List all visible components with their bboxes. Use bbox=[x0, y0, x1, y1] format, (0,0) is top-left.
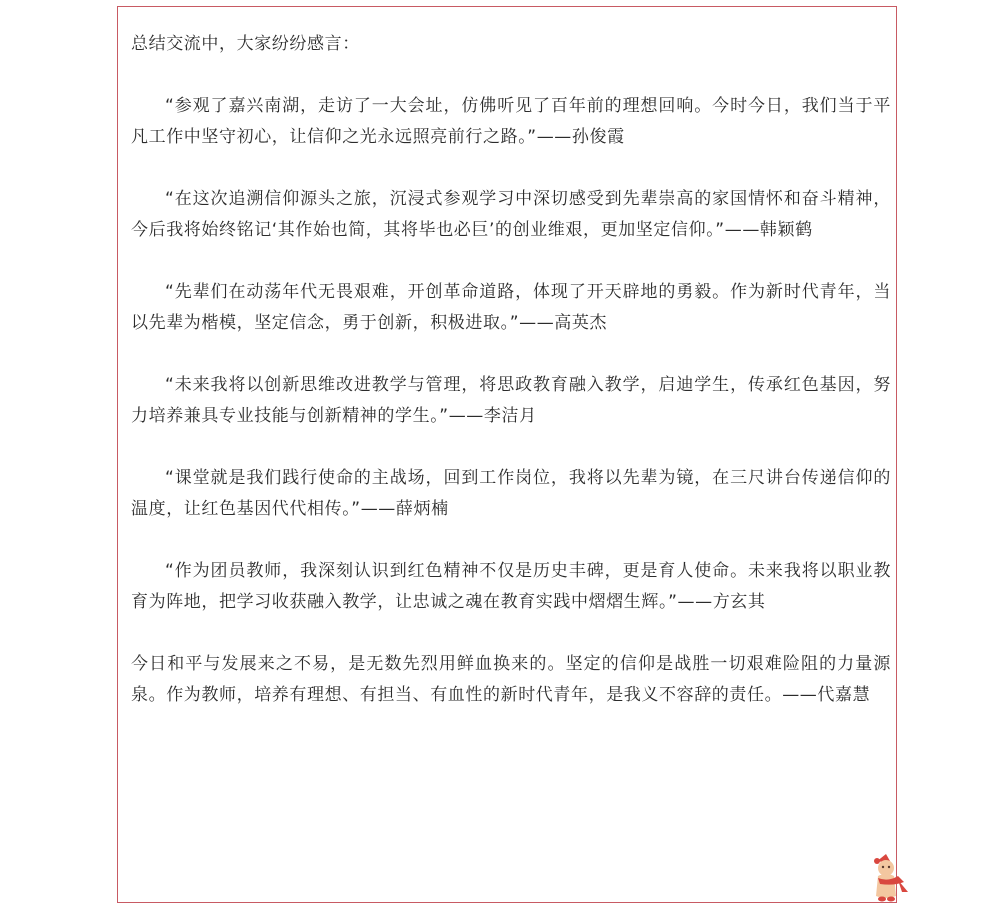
intro-text: 总结交流中，大家纷纷感言： bbox=[131, 34, 360, 54]
quote-1: “参观了嘉兴南湖，走访了一大会址，仿佛听见了百年前的理想回响。今时今日，我们当于平凡工作中坚守初心，让信仰之光永远照亮前行之路。”——孙俊霞 bbox=[131, 96, 891, 147]
quote-3: “先辈们在动荡年代无畏艰难，开创革命道路，体现了开天辟地的勇毅。作为新时代青年，当以先辈为楷模，坚定信念，勇于创新，积极进取。”——高英杰 bbox=[131, 282, 891, 333]
article-body bbox=[131, 29, 891, 711]
quote-6: “作为团员教师，我深刻认识到红色精神不仅是历史丰碑，更是育人使命。未来我将以职业教育为阵地，把学习收获融入教学，让忠诚之魂在教育实践中熠熠生辉。”——方玄其 bbox=[131, 561, 891, 612]
closing-text: 今日和平与发展来之不易，是无数先烈用鲜血换来的。坚定的信仰是战胜一切艰难险阻的力量源泉。作为教师，培养有理想、有担当、有血性的新时代青年，是我义不容辞的责任。——代嘉慧 bbox=[131, 654, 891, 705]
quote-2: “在这次追溯信仰源头之旅，沉浸式参观学习中深切感受到先辈崇高的家国情怀和奋斗精神，今后我将始终铭记‘其作始也简，其将毕也必巨’的创业维艰，更加坚定信仰。”——韩颖鹤 bbox=[131, 189, 891, 240]
decorative-figure-icon bbox=[868, 852, 912, 904]
quote-4: “未来我将以创新思维改进教学与管理，将思政教育融入教学，启迪学生，传承红色基因，努力培养兼具专业技能与创新精神的学生。”——李洁月 bbox=[131, 375, 891, 426]
quote-5: “课堂就是我们践行使命的主战场，回到工作岗位，我将以先辈为镜，在三尺讲台传递信仰的温度，让红色基因代代相传。”——薛炳楠 bbox=[131, 468, 891, 519]
